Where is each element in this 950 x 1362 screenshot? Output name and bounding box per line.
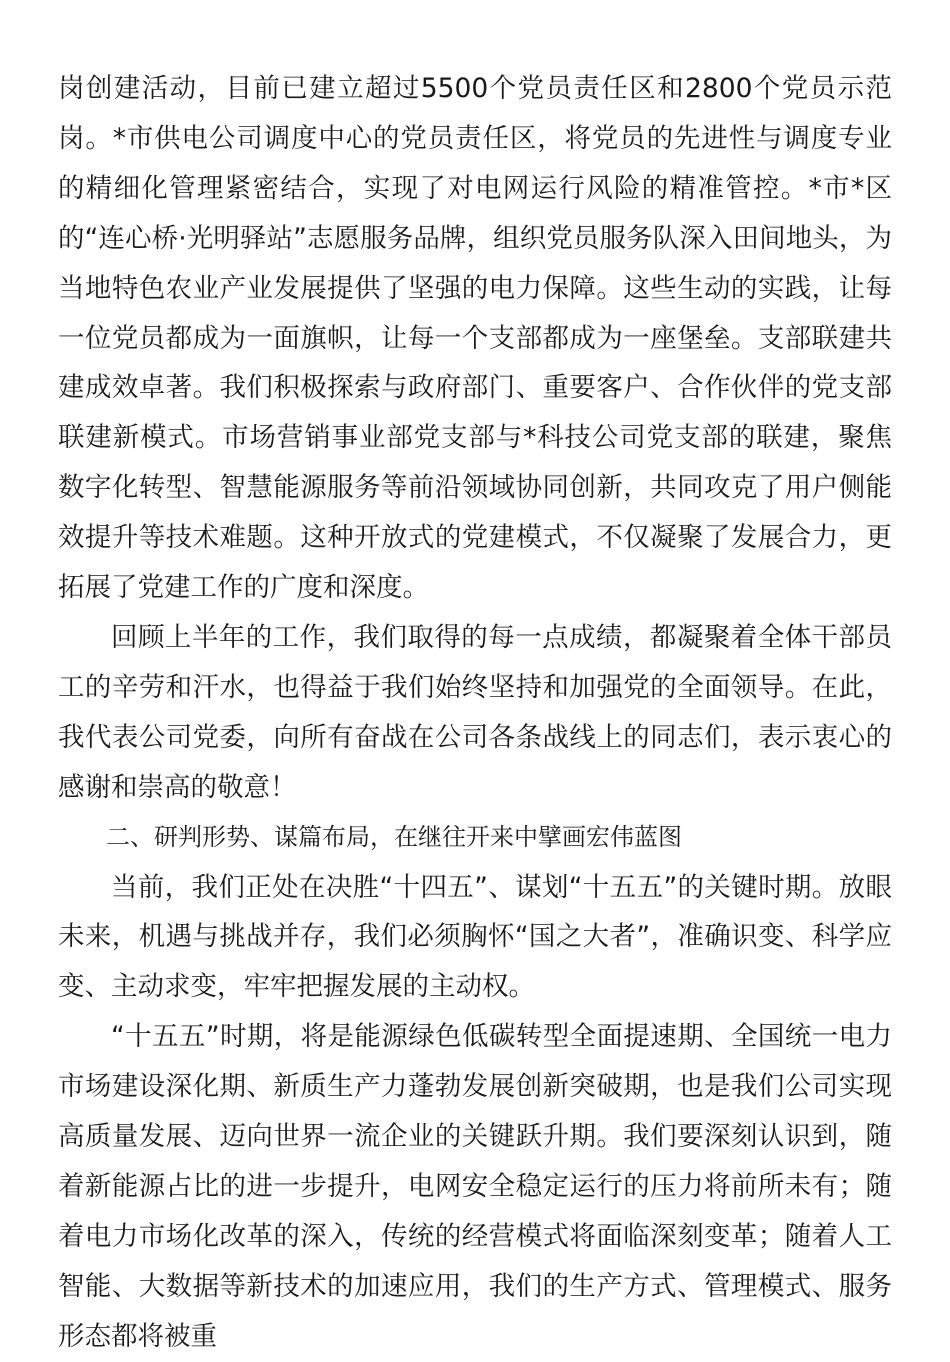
- paragraph-current-situation: 当前，我们正处在决胜“十四五”、谋划“十五五”的关键时期。放眼未来，机遇与挑战并存，我们必须胸怀“国之大者”，准确识变、科学应变、主动求变，牢牢把握发展的主动权。: [58, 871, 892, 1003]
- paragraph-review-thanks: 回顾上半年的工作，我们取得的每一点成绩，都凝聚着全体干部员工的辛劳和汗水，也得益于我们始终坚持和加强党的全面领导。在此，我代表公司党委，向所有奋战在公司各条战线上的同志们，表示衷心的感谢和崇高的敬意！: [58, 621, 892, 803]
- paragraph-party-building-results: 岗创建活动，目前已建立超过5500个党员责任区和2800个党员示范岗。*市供电公司调度中心的党员责任区，将党员的先进性与调度专业的精细化管理紧密结合，实现了对电网运行风险的精准管控。*市*区的“连心桥·光明驿站”志愿服务品牌，组织党员服务队深入田间地头，为当地特色农业产业发展提供了坚强的电力保障。这些生动的实践，让每一位党员都成为一面旗帜，让每一个支部都成为一座堡垒。支部联建共建成效卓著。我们积极探索与政府部门、重要客户、合作伙伴的党支部联建新模式。市场营销事业部党支部与*科技公司党支部的联建，聚焦数字化转型、智慧能源服务等前沿领域协同创新，共同攻克了用户侧能效提升等技术难题。这种开放式的党建模式，不仅凝聚了发展合力，更拓展了党建工作的广度和深度。: [58, 73, 892, 604]
- document-body: [58, 64, 892, 1362]
- section-heading-two: 二、研判形势、谋篇布局，在继往开来中擘画宏伟蓝图: [106, 822, 682, 851]
- paragraph-fifteenth-five-year-plan: “十五五”时期，将是能源绿色低碳转型全面提速期、全国统一电力市场建设深化期、新质生产力蓬勃发展创新突破期，也是我们公司实现高质量发展、迈向世界一流企业的关键跃升期。我们要深刻认识到，随着新能源占比的进一步提升，电网安全稳定运行的压力将前所未有；随着电力市场化改革的深入，传统的经营模式将面临深刻变革；随着人工智能、大数据等新技术的加速应用，我们的生产方式、管理模式、服务形态都将被重: [58, 1021, 892, 1352]
